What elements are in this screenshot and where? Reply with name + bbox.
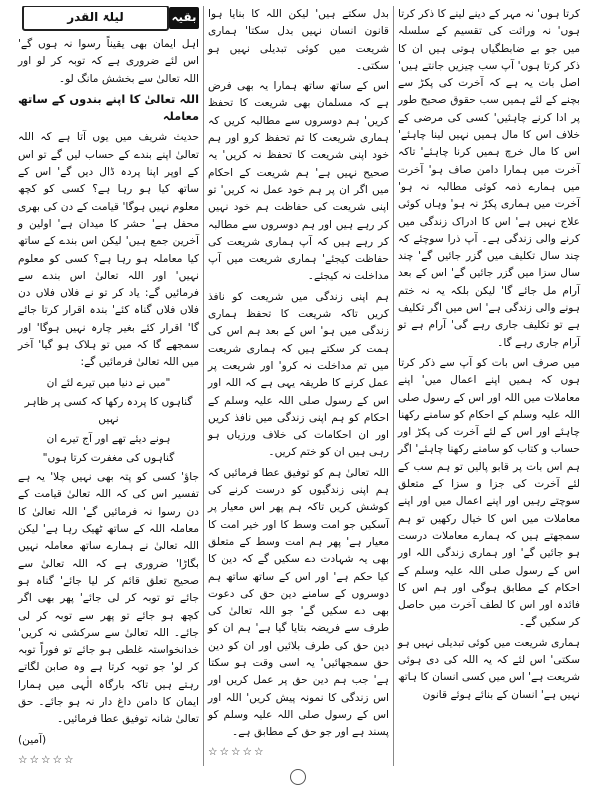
paragraph: کرتا ہوں' نہ مہر کے دینے لینے کا ذکر کرتا ہوں' نہ وراثت کی تقسیم کے سلسلہ میں جو بے ضابطگیاں ہوتی ہیں ان کا ذکر کرتا ہوں' آپ سب چیزیں جانتے ہیں' اصل بات یہ ہے کہ آخرت کی پکڑ سے بچنے کے لئے ہمیں سب حقوق صحیح طور پر ادا کرنے چاہئیں' کسی کی مرضی کے خلاف اس کا مال ہمیں نہیں لینا چاہئے' اس کا مال خرچ ہمیں کرنا چاہئے' تاکہ آخرت میں ہمارا دامن صاف ہو' آخرت میں ہمارے ذمہ کوئی مطالبہ نہ ہو' آخرت میں ہماری پکڑ نہ ہو' وہاں کوئی علاج نہیں ہے' اس کا ادراک زندگی میں کرنے والی زندگی ہے۔ آپ ذرا سوچئے کہ چند سال تکلیف میں گزر جائیں گے' چند سال سزا میں گزر جائیں گے' اس کے بعد آرام مل جائے گا' لیکن بلکہ یہ نہ ختم ہونے والی زندگی ہے' اس میں اگر تکلیف ہے تو تکلیف جاری رہے گی' آرام ہے تو آرام جاری رہے گا۔ — [398, 8, 580, 349]
paragraph: ہم اپنی زندگی میں شریعت کو نافذ کریں تاکہ شریعت کا تحفظ ہماری زندگی میں ہو' اس کے بعد ہم اس کی ہمت کر سکتے ہیں کہ ہماری شریعت میں تم مداخلت نہ کرو' اور شریعت پر عمل کرنے کا طریقہ یہی ہے کہ اللہ اور اس کے رسول صلی اللہ علیہ وسلم کے احکام کو ہم اپنی زندگی میں نافذ کریں اور ان احکامات کی خلاف ورزیاں ہو رہی ہیں ان کو ختم کریں۔ — [208, 290, 389, 459]
paragraph: اہل ایمان بھی یقیناً رسوا نہ ہوں گے' اس لئے ضروری ہے کہ توبہ کر لو اور اللہ تعالیٰ سے بخشش مانگ لو۔ — [18, 38, 199, 85]
amen-text: (آمین) — [18, 733, 47, 746]
verse-line: "میں نے دنیا میں تیرے لئے ان — [46, 376, 171, 389]
paragraph: اللہ تعالیٰ ہم کو توفیق عطا فرمائیں کہ ہم اپنی زندگیوں کو درست کرنے کی کوشش کریں تاکہ ہم پھر اس معیار پر آسکیں جو امت وسط کا اور خیر امت کا معیار ہے' پھر ہم امت وسط کے متعلق بھی یہ شہادت دے سکیں گے کہ دین کا کیا حکم ہے' اور اس کے ساتھ ساتھ ہم دوسروں کے سامنے دین حق کی دعوت بھی دے سکیں گے' جو اللہ تعالیٰ کی طرف سے فریضہ بتایا گیا ہے' ہم ان کو دین حق کی طرف بلائیں اور ان کو دین حق سمجھائیں' یہ اسی وقت ہو سکتا ہے' جب ہم دین حق پر عمل کریں اور اس زندگی کا نمونہ پیش کریں' اللہ اور اس کے رسول صلی اللہ علیہ وسلم کو پسند ہے اور جو حق کے مطابق ہے۔ — [208, 466, 389, 739]
continuation-emblem: بقیہ — [169, 7, 199, 29]
page-number-circle — [290, 769, 306, 785]
paragraph: حدیث شریف میں یوں آتا ہے کہ اللہ تعالیٰ اپنے بندے کے حساب لیں گے تو اس کے اوپر اپنا پردہ ڈال دیں گے' اس کے ساتھ کیا ہو رہا ہے؟ کسی کو کچھ معلوم نہیں ہوگا' قیامت کے دن کی بھری محفل ہے' حشر کا میدان ہے' اولین و آخرین جمع ہیں' لیکن اس بندے کے ساتھ کیا معاملہ ہو رہا ہے؟ کسی کو معلوم نہیں' اور اللہ تعالیٰ اس بندے سے فرمائیں گے: یاد کر تو نے فلاں فلاں دن فلاں فلاں گناہ کئے' بندہ اقرار کرتا جائے گا' اقرار کئے بغیر چارہ نہیں ہوگا' اور سمجھے گا کہ میں تو ہلاک ہو گیا' آخر میں اللہ تعالیٰ فرمائیں گے: — [18, 131, 199, 369]
column-right — [394, 6, 584, 766]
paragraph: اس کے ساتھ ساتھ ہمارا یہ بھی فرض ہے کہ مسلمان بھی شریعت کا تحفظ کریں' ہم دوسروں سے مطالبہ کریں کہ ہماری شریعت کا تم تحفظ کرو اور ہم خود اپنی شریعت کا تحفظ نہ کریں' یہ صحیح نہیں ہے' ہم شریعت کے احکام میں اگر ان پر ہم خود عمل نہ کریں' تو اپنی شریعت کی حفاظت ہم خود نہیں کر رہے ہیں اور ہم دوسروں سے مطالبہ کر رہے ہیں کہ آپ ہماری شریعت کی حفاظت کیجئے' ہماری شریعت میں آپ مداخلت نہ کیجئے۔ — [208, 80, 389, 283]
verse-line: ہونے دیئے تھے اور آج تیرے ان — [46, 432, 171, 445]
quoted-verse — [18, 375, 199, 467]
stars-divider: ☆☆☆☆☆ — [208, 746, 266, 759]
paragraph: جاؤ' کسی کو پتہ بھی نہیں چلا' یہ ہے تفسیر اس کی کہ اللہ تعالیٰ قیامت کے دن رسوا نہ فرمائیں گے' اللہ تعالیٰ کا معاملہ اللہ کے ساتھ ٹھیک رہا ہے' لیکن اللہ تعالیٰ نے ہمارے ساتھ معاملہ نہیں بگاڑا' ضروری ہے کہ اللہ تعالیٰ سے صحیح تعلق قائم کر لیا جائے' گناہ ہو جائے تو توبہ کر لی جائے' پھر بھی اگر کچھ ہو جائے تو پھر سے توبہ کر لی جائے۔ اللہ تعالیٰ سے سرکشی نہ کریں' خدانخواستہ غلطی ہو جائے تو فوراً توبہ کر لو' جو توبہ کرتا ہے وہ صابن لگاتے رہتے ہیں تاکہ بارگاہ الٰہی میں ہمارا ایمان کا دامن داغ دار نہ ہو جائے۔ حق تعالیٰ شانہ توفیق عطا فرمائیں۔ — [18, 471, 199, 726]
verse-line: گناہوں کا پردہ رکھا کہ کسی پر ظاہر نہیں — [24, 395, 193, 426]
stars-divider: ☆☆☆☆☆ — [18, 753, 76, 766]
paragraph: ہماری شریعت میں کوئی تبدیلی نہیں ہو سکتی' اس لئے کہ یہ اللہ کی دی ہوئی شریعت ہے' اس میں کسی انسان کا ہاتھ نہیں ہے' انسان کے بنائے ہوئے قانون — [398, 636, 580, 701]
column-left — [14, 6, 204, 766]
verse-line: گناہوں کی مغفرت کرتا ہوں" — [42, 451, 175, 464]
column-middle — [204, 6, 394, 766]
section-title: لیلۃ القدر — [22, 6, 169, 31]
section-header — [18, 6, 199, 30]
subheading: اللہ تعالیٰ کا اپنے بندوں کے ساتھ معاملہ — [18, 91, 199, 124]
paragraph: بدل سکتے ہیں' لیکن اللہ کا بنایا ہوا قانون انسان نہیں بدل سکتا' ہماری شریعت میں کوئی تبدیلی نہیں ہو سکتی۔ — [208, 8, 389, 72]
article-columns — [6, 6, 584, 766]
paragraph: میں صرف اس بات کو آپ سے ذکر کرتا ہوں کہ ہمیں اپنے اعمال میں' اپنے معاملات میں اللہ اور اس کے رسول صلی اللہ علیہ وسلم کے احکام کو سامنے رکھنا چاہئے اور اس کے لئے آخرت کی پکڑ اور حساب و کتاب کو سامنے رکھنا چاہئے' اگر ہم اس بات پر قابو پالیں تو ہم سب کے لئے آخرت کی جزا و سزا کے متعلق سوچتے رہیں اور اپنے اعمال میں اور اپنے معاملات میں اس کا خیال رکھیں تو ہم سمجھتے ہیں کہ ہمارے معاملات درست ہو جائیں گے' اور ہماری زندگی اللہ اور اس کے رسول صلی اللہ علیہ وسلم کے احکام کے مطابق ہوگی اور ہم اس کا فائدہ اور اس کا لطف آخرت میں حاصل کر سکیں گے۔ — [398, 356, 580, 629]
